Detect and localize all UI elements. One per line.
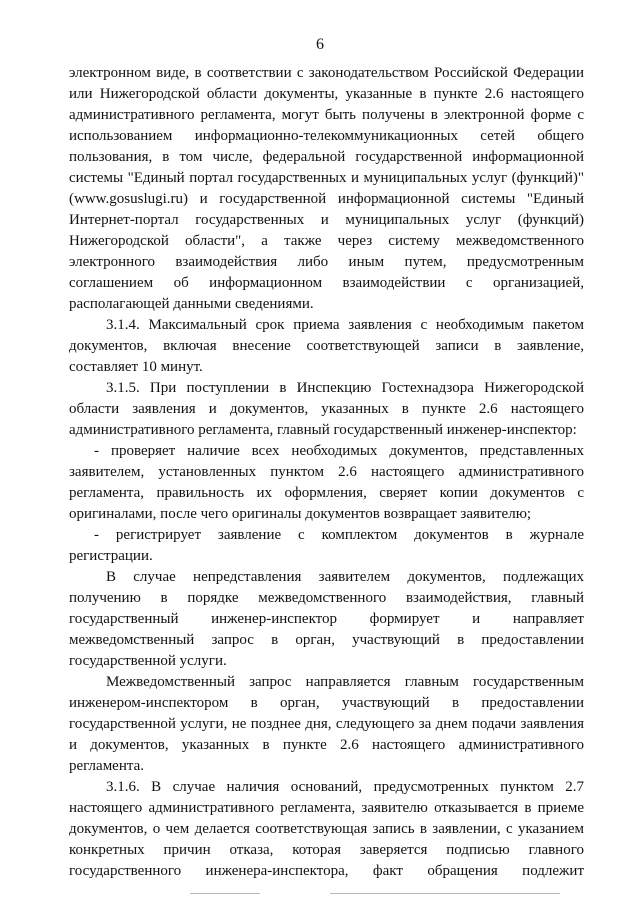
text-line: государственной услуги.: [69, 653, 227, 669]
text-line: государственного инженера-инспектора, факт обращения подлежит: [69, 863, 584, 879]
text-line: документов, о чем делается соответствующая запись в заявлении, с указанием: [69, 821, 584, 837]
text-line: области заявления и документов, указанных в пункте 2.6 настоящего: [69, 401, 584, 417]
text-line: регламента.: [69, 758, 145, 774]
text-line: заявителем, установленных пунктом 2.6 настоящего административного: [69, 464, 584, 480]
paragraph-3-1-4: 3.1.4. Максимальный срок приема заявления с необходимым пакетом: [106, 317, 584, 333]
text-line: (www.gosuslugi.ru) и государственной информационной системы "Единый: [69, 191, 584, 207]
text-line: государственной услуги, не позднее дня, следующего за днем подачи заявления: [69, 716, 584, 732]
text-line: соглашением об информационном взаимодействии с организацией,: [69, 275, 584, 291]
text-line: использованием информационно-телекоммуникационных сетей общего: [69, 128, 584, 144]
text-line: системы "Единый портал государственных и муниципальных услуг (функций)": [69, 170, 584, 186]
paragraph-interagency: В случае непредставления заявителем документов, подлежащих: [106, 569, 584, 585]
text-line: документов, включая внесение соответствующей записи в заявление,: [69, 338, 584, 354]
text-line: настоящего административного регламента, заявителю отказывается в приеме: [69, 800, 584, 816]
text-line: оригиналами, после чего оригиналы документов возвращает заявителю;: [69, 506, 532, 522]
text-line: конкретных причин отказа, которая заверяется подписью главного: [69, 842, 584, 858]
page-number: 6: [316, 36, 324, 53]
list-item-register: - регистрирует заявление с комплектом документов в журнале: [94, 527, 584, 543]
text-line: регистрации.: [69, 548, 153, 564]
scan-artifact: [330, 893, 560, 894]
text-line: составляет 10 минут.: [69, 359, 203, 375]
text-line: Нижегородской области", а также через систему межведомственного: [69, 233, 584, 249]
paragraph-request: Межведомственный запрос направляется главным государственным: [106, 674, 584, 690]
text-line: межведомственный запрос в орган, участвующий в предоставлении: [69, 632, 584, 648]
text-line: электронного взаимодействия либо иным путем, предусмотренным: [69, 254, 584, 270]
paragraph-3-1-6: 3.1.6. В случае наличия оснований, предусмотренных пунктом 2.7: [106, 779, 584, 795]
list-item-check: - проверяет наличие всех необходимых документов, представленных: [94, 443, 584, 459]
paragraph-3-1-5: 3.1.5. При поступлении в Инспекцию Гостехнадзора Нижегородской: [106, 380, 584, 396]
text-line: получению в порядке межведомственного взаимодействия, главный: [69, 590, 584, 606]
scan-artifact: [190, 893, 260, 894]
text-line: инженером-инспектором в орган, участвующий в предоставлении: [69, 695, 584, 711]
text-line: пользования, в том числе, федеральной государственной информационной: [69, 149, 584, 165]
text-line: и документов, указанных в пункте 2.6 настоящего административного: [69, 737, 584, 753]
text-line: располагающей данными сведениями.: [69, 296, 314, 312]
text-line: электронном виде, в соответствии с законодательством Российской Федерации: [69, 65, 584, 81]
text-line: регламента, правильность их оформления, сверяет копии документов с: [69, 485, 584, 501]
text-line: или Нижегородской области документы, указанные в пункте 2.6 настоящего: [69, 86, 584, 102]
text-line: государственный инженер-инспектор формирует и направляет: [69, 611, 584, 627]
text-line: административного регламента, главный государственный инженер-инспектор:: [69, 422, 577, 438]
text-line: Интернет-портал государственных и муниципальных услуг (функций): [69, 212, 584, 228]
text-line: административного регламента, могут быть получены в электронной форме с: [69, 107, 584, 123]
